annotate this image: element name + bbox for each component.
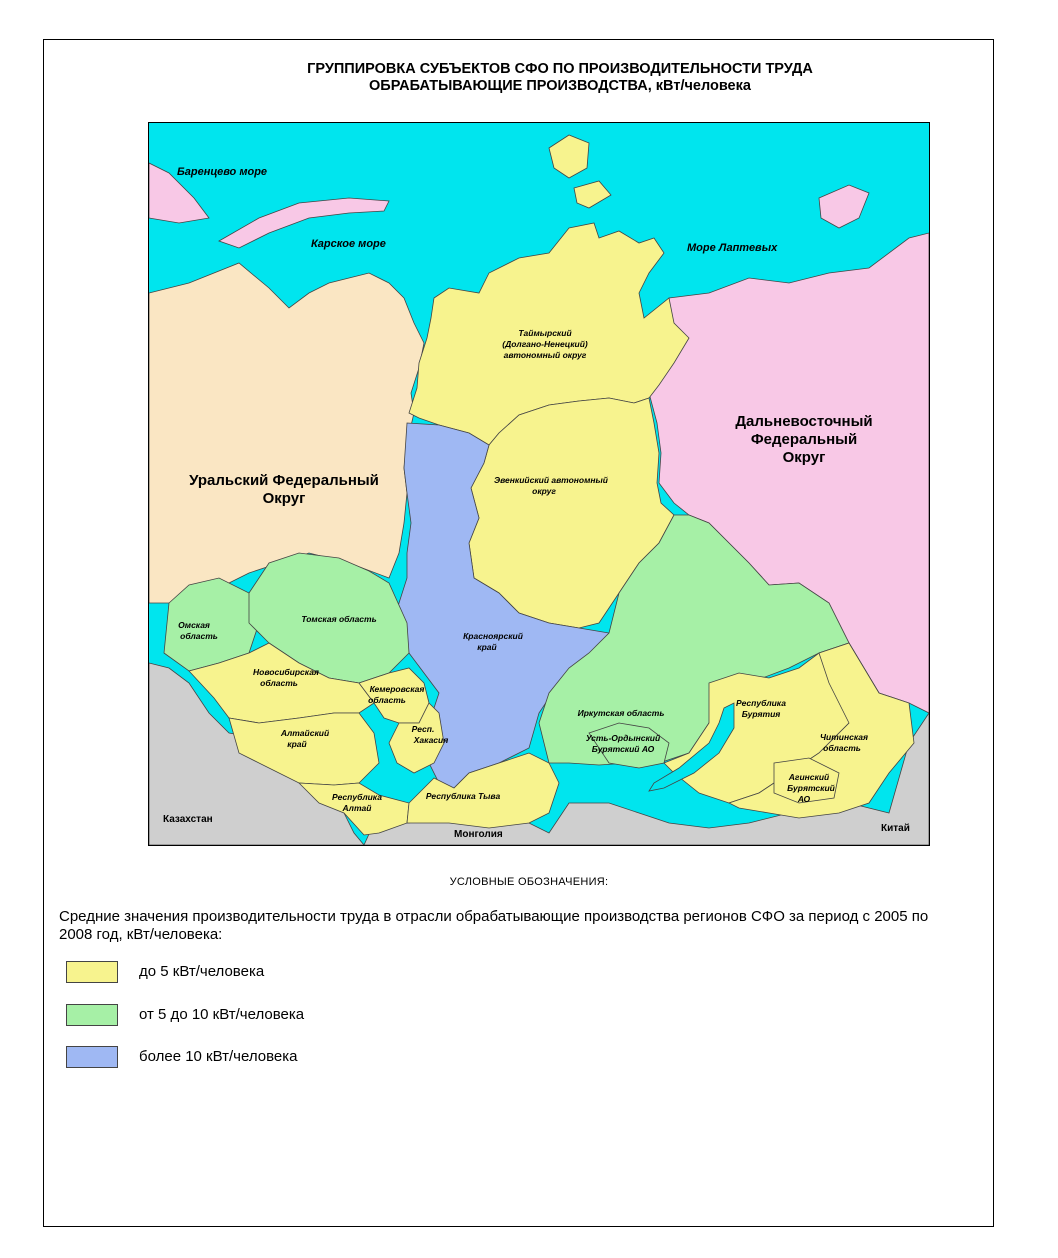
label-fareast-3: Округ <box>782 449 826 466</box>
label-fareast-2: Федеральный <box>750 431 858 448</box>
label-barents: Баренцево море <box>177 166 268 178</box>
map-title-line-1: ГРУППИРОВКА СУБЪЕКТОВ СФО ПО ПРОИЗВОДИТЕЛЬНОСТИ ТРУДА <box>307 61 813 77</box>
label-china: Китай <box>881 823 910 834</box>
label-taimyr-1: Таймырский <box>518 328 572 338</box>
label-taimyr-2: (Долгано-Ненецкий) <box>502 339 588 349</box>
legend-swatch-medium <box>66 1004 118 1026</box>
label-altai-krai-1: Алтайский <box>280 728 330 738</box>
label-ural-1: Уральский Федеральный <box>189 472 379 489</box>
label-altai-krai-2: край <box>287 739 307 749</box>
label-khakasia-1: Респ. <box>411 724 435 734</box>
label-aginsky-2: Бурятский <box>787 783 835 793</box>
label-altai-rep-1: Республика <box>332 792 382 802</box>
label-laptev: Море Лаптевых <box>687 242 778 254</box>
map-panel <box>148 122 930 846</box>
label-kemerovo-1: Кемеровская <box>369 684 425 694</box>
label-irkutsk: Иркутская область <box>577 708 665 718</box>
label-kazakhstan: Казахстан <box>163 814 213 825</box>
label-chita-1: Читинская <box>820 732 868 742</box>
label-ustorda-2: Бурятский АО <box>591 744 655 754</box>
legend-swatch-low <box>66 961 118 983</box>
legend-label-high: более 10 кВт/человека <box>139 1048 298 1065</box>
label-omsk-2: область <box>180 631 218 641</box>
label-aginsky-3: АО <box>797 794 811 804</box>
label-evenk-2: округ <box>532 486 556 496</box>
label-khakasia-2: Хакасия <box>413 735 449 745</box>
label-kemerovo-2: область <box>368 695 406 705</box>
label-altai-rep-2: Алтай <box>342 803 372 813</box>
region-ural <box>149 263 424 603</box>
label-taimyr-3: автономный округ <box>503 350 587 360</box>
label-krasnoyarsk-2: край <box>477 642 497 652</box>
map-title-line-2: ОБРАБАТЫВАЮЩИЕ ПРОИЗВОДСТВА, кВт/человека <box>369 78 751 94</box>
label-ustorda-1: Усть-Ордынский <box>585 733 661 743</box>
label-chita-2: область <box>823 743 861 753</box>
label-omsk-1: Омская <box>178 620 210 630</box>
legend-caption: УСЛОВНЫЕ ОБОЗНАЧЕНИЯ: <box>449 876 609 888</box>
legend-swatch-high <box>66 1046 118 1068</box>
label-krasnoyarsk-1: Красноярский <box>463 631 523 641</box>
label-tyva: Республика Тыва <box>425 791 501 801</box>
legend-label-medium: от 5 до 10 кВт/человека <box>139 1006 305 1023</box>
label-tomsk: Томская область <box>301 614 377 624</box>
label-novosib-1: Новосибирская <box>253 667 319 677</box>
label-buryatia-2: Бурятия <box>741 709 781 719</box>
label-novosib-2: область <box>260 678 298 688</box>
label-aginsky-1: Агинский <box>788 772 830 782</box>
label-buryatia-1: Республика <box>736 698 786 708</box>
label-ural-2: Округ <box>262 490 306 507</box>
label-fareast-1: Дальневосточный <box>735 413 873 430</box>
label-evenk-1: Эвенкийский автономный <box>494 475 608 485</box>
legend-description: Средние значения производительности труда в отрасли обрабатывающие производства регионов СФО за период с 2005 по 2008 год, кВт/человека: <box>59 908 929 943</box>
siberia-map <box>149 123 929 845</box>
label-mongolia: Монголия <box>454 829 503 840</box>
label-kara: Карское море <box>311 238 386 250</box>
legend-label-low: до 5 кВт/человека <box>139 963 265 980</box>
